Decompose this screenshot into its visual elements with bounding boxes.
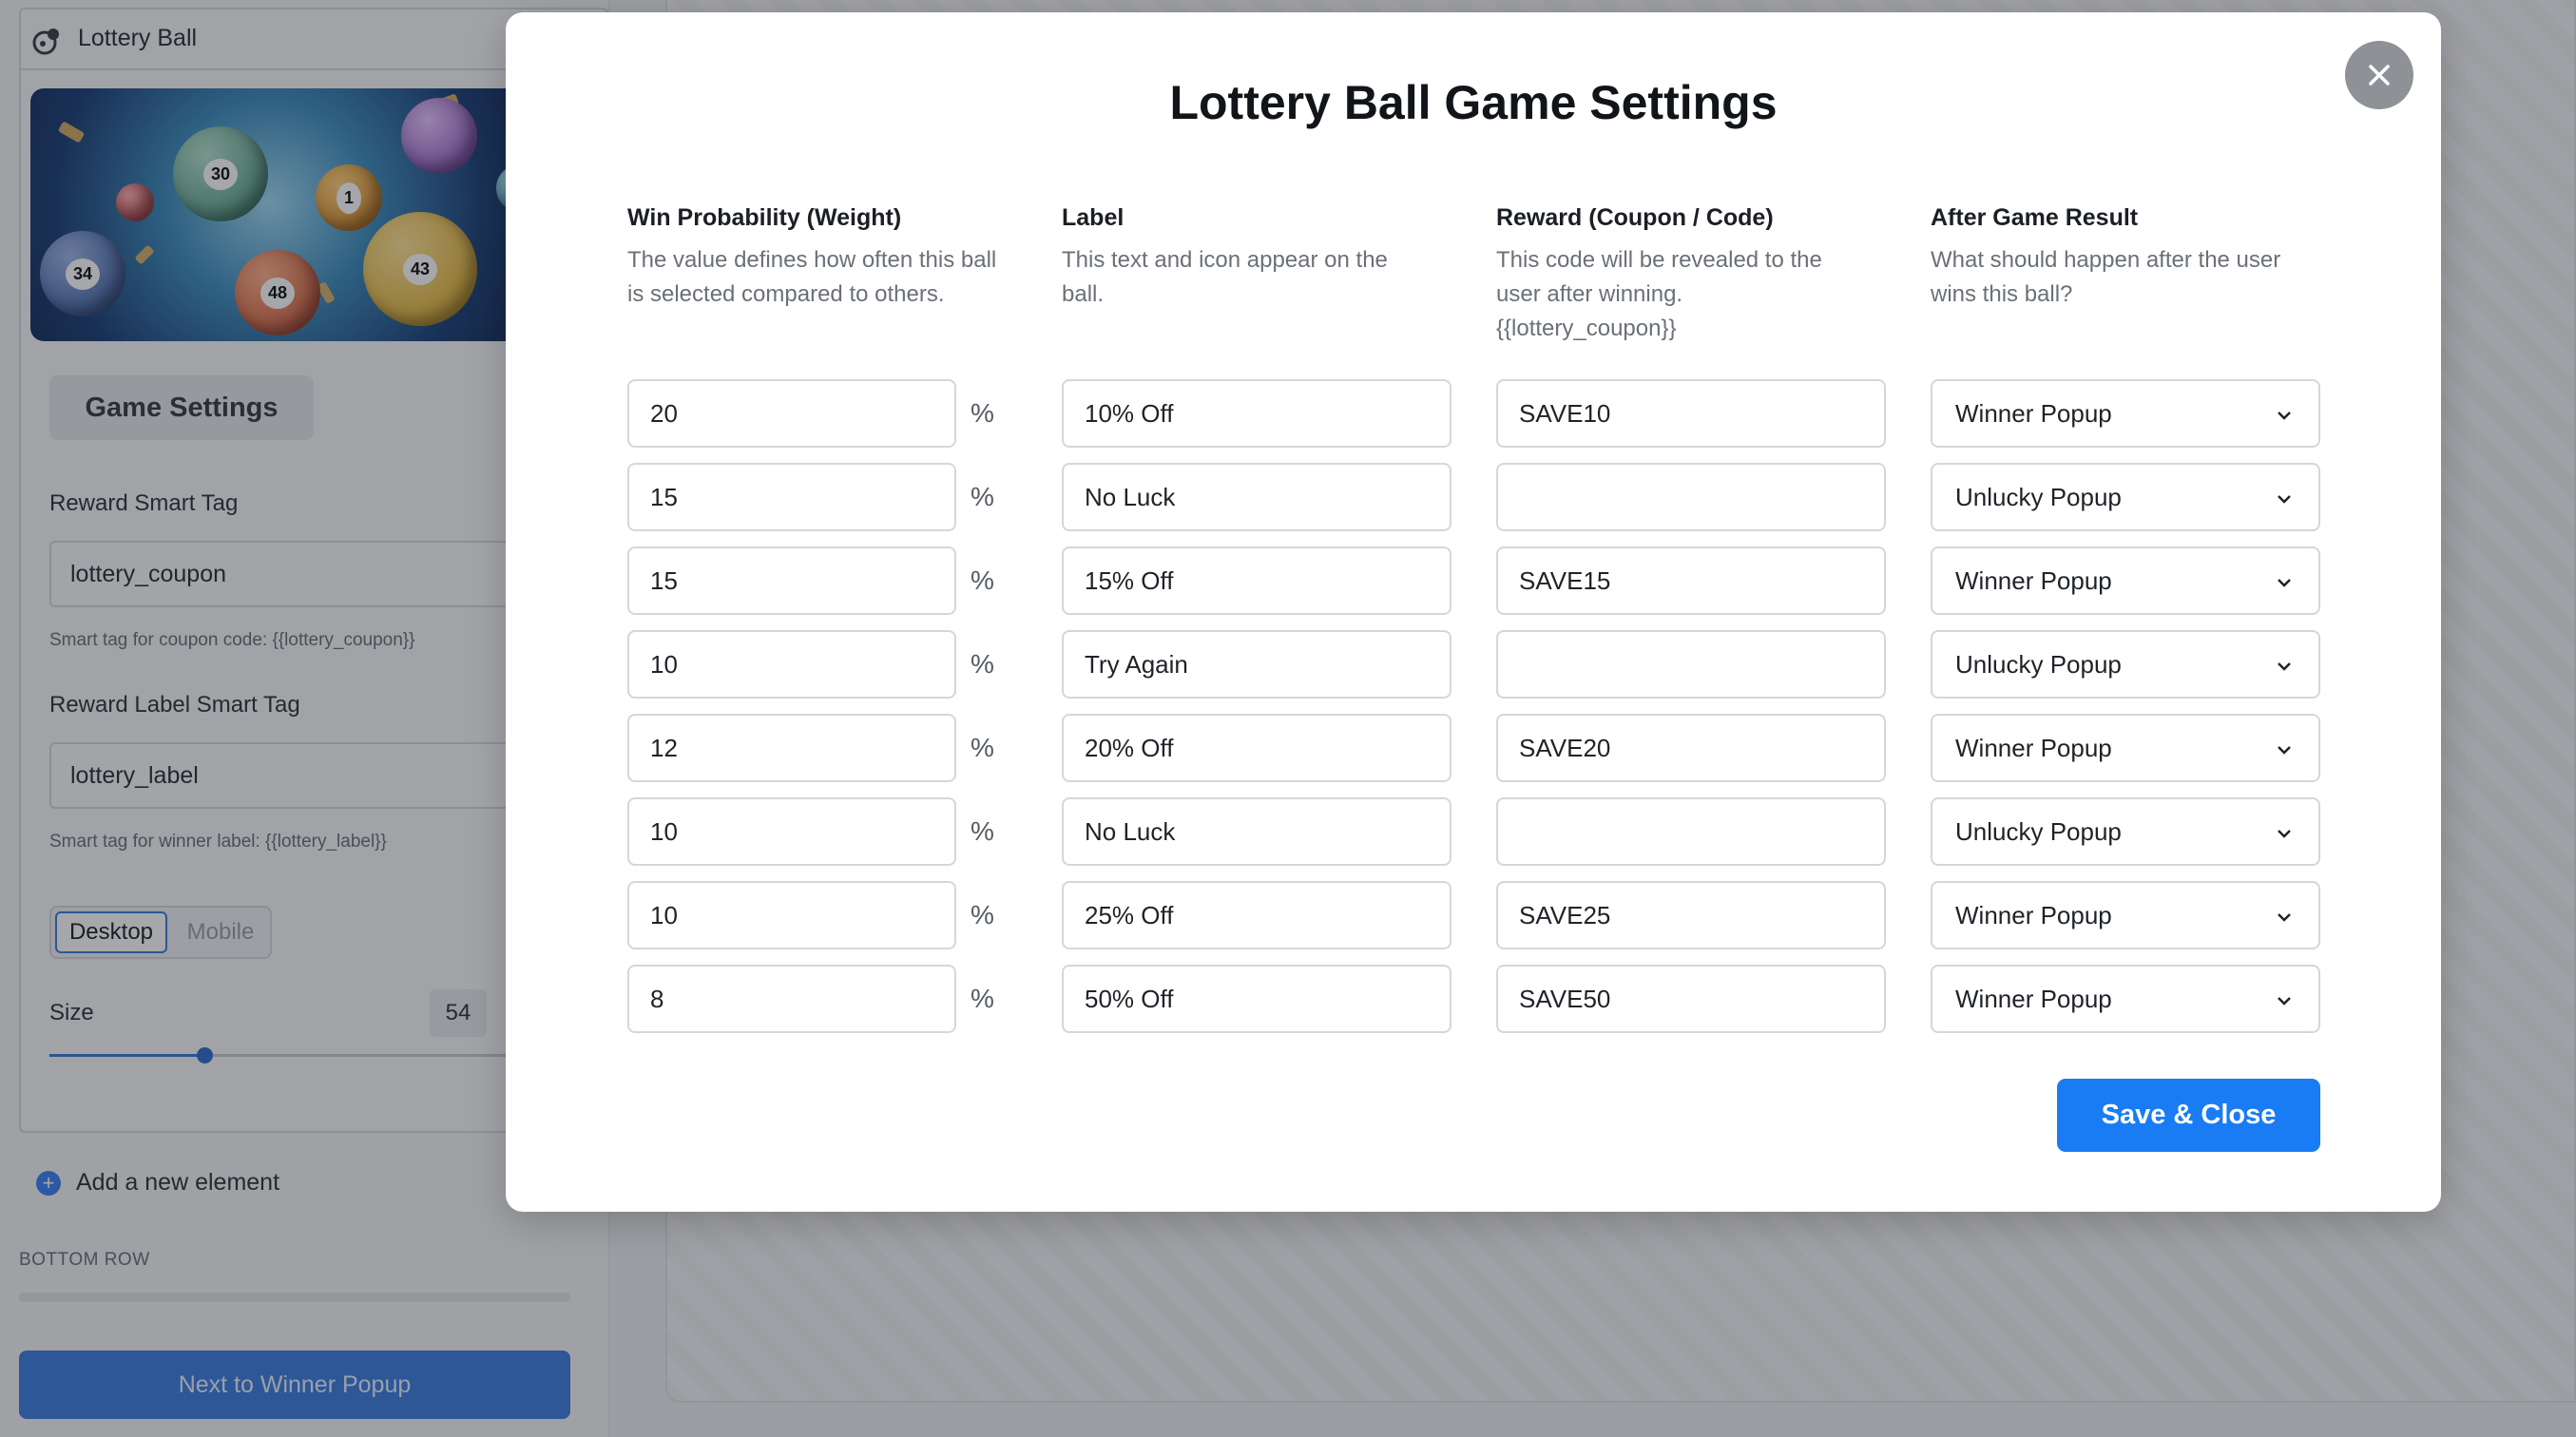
ball-number: 43 xyxy=(403,254,437,285)
reward-input[interactable]: SAVE20 xyxy=(1496,714,1886,782)
column-desc-after-game: What should happen after the user wins this ball? xyxy=(1931,247,2281,307)
game-settings-modal xyxy=(506,12,2441,1212)
percent-symbol: % xyxy=(971,398,994,428)
after-game-value: Unlucky Popup xyxy=(1955,816,2122,846)
label-input[interactable]: Try Again xyxy=(1062,630,1451,699)
chevron-down-icon xyxy=(2275,406,2294,425)
weight-input[interactable]: 15 xyxy=(627,546,956,615)
bottom-row-label: BOTTOM ROW xyxy=(19,1250,150,1270)
next-to-winner-popup-button[interactable]: Next to Winner Popup xyxy=(19,1351,570,1419)
percent-symbol: % xyxy=(971,482,994,511)
chevron-down-icon xyxy=(2275,657,2294,676)
reward-smart-tag-input[interactable]: lottery_coupon xyxy=(49,541,610,607)
reward-label-smart-tag-help: Smart tag for winner label: {{lottery_label}} xyxy=(49,832,387,852)
ball-row xyxy=(506,379,2441,448)
column-desc-label: This text and icon appear on the ball. xyxy=(1062,247,1388,307)
weight-input[interactable]: 10 xyxy=(627,630,956,699)
label-input[interactable]: 50% Off xyxy=(1062,965,1451,1033)
column-desc-reward: This code will be revealed to the user after winning. {{lottery_coupon}} xyxy=(1496,247,1822,341)
column-head-reward: Reward (Coupon / Code) xyxy=(1496,204,1774,231)
after-game-select[interactable] xyxy=(1931,630,2320,699)
reward-input[interactable]: SAVE10 xyxy=(1496,379,1886,448)
size-label: Size xyxy=(49,1000,94,1025)
reward-input[interactable] xyxy=(1496,797,1886,866)
ball-row xyxy=(506,797,2441,866)
chevron-down-icon xyxy=(2275,991,2294,1010)
reward-input[interactable]: SAVE50 xyxy=(1496,965,1886,1033)
save-and-close-button[interactable]: Save & Close xyxy=(2057,1079,2320,1152)
column-desc-weight: The value defines how often this ball is selected compared to others. xyxy=(627,247,997,307)
ball-row xyxy=(506,630,2441,699)
percent-symbol: % xyxy=(971,984,994,1013)
percent-symbol: % xyxy=(971,900,994,929)
after-game-value: Unlucky Popup xyxy=(1955,482,2122,511)
column-head-weight: Win Probability (Weight) xyxy=(627,204,902,231)
ball-row xyxy=(506,463,2441,531)
after-game-value: Winner Popup xyxy=(1955,398,2112,428)
after-game-select[interactable] xyxy=(1931,965,2320,1033)
weight-input[interactable]: 15 xyxy=(627,463,956,531)
percent-symbol: % xyxy=(971,733,994,762)
label-input[interactable]: No Luck xyxy=(1062,797,1451,866)
after-game-value: Winner Popup xyxy=(1955,733,2112,762)
reward-label-smart-tag-label: Reward Label Smart Tag xyxy=(49,692,300,718)
ball-number: 48 xyxy=(260,278,295,309)
chevron-down-icon xyxy=(2275,824,2294,843)
label-input[interactable]: 25% Off xyxy=(1062,881,1451,949)
weight-input[interactable]: 10 xyxy=(627,881,956,949)
after-game-value: Winner Popup xyxy=(1955,984,2112,1013)
reward-label-smart-tag-input[interactable]: lottery_label xyxy=(49,742,610,809)
percent-symbol: % xyxy=(971,649,994,679)
after-game-select[interactable] xyxy=(1931,881,2320,949)
add-element-label: Add a new element xyxy=(76,1169,280,1196)
desktop-toggle-button[interactable]: Desktop xyxy=(55,911,167,953)
game-settings-button[interactable]: Game Settings xyxy=(49,375,314,440)
ball-number: 34 xyxy=(66,259,100,290)
ball-row xyxy=(506,965,2441,1033)
after-game-value: Winner Popup xyxy=(1955,900,2112,929)
chevron-down-icon xyxy=(2275,740,2294,759)
after-game-select[interactable] xyxy=(1931,379,2320,448)
column-head-label: Label xyxy=(1062,204,1125,231)
reward-input[interactable]: SAVE15 xyxy=(1496,546,1886,615)
ball-row xyxy=(506,881,2441,949)
size-value[interactable]: 54 xyxy=(430,989,487,1037)
column-head-after-game: After Game Result xyxy=(1931,204,2139,231)
weight-input[interactable]: 8 xyxy=(627,965,956,1033)
after-game-select[interactable] xyxy=(1931,797,2320,866)
mobile-toggle-button[interactable]: Mobile xyxy=(186,919,255,945)
weight-input[interactable]: 10 xyxy=(627,797,956,866)
reward-input[interactable] xyxy=(1496,463,1886,531)
reward-smart-tag-label: Reward Smart Tag xyxy=(49,490,239,516)
after-game-select[interactable] xyxy=(1931,546,2320,615)
plus-icon: + xyxy=(36,1171,61,1196)
chevron-down-icon xyxy=(2275,573,2294,592)
label-input[interactable]: 10% Off xyxy=(1062,379,1451,448)
reward-smart-tag-help: Smart tag for coupon code: {{lottery_coupon}} xyxy=(49,630,415,650)
after-game-select[interactable] xyxy=(1931,714,2320,782)
chevron-down-icon xyxy=(2275,908,2294,927)
percent-symbol: % xyxy=(971,816,994,846)
modal-title: Lottery Ball Game Settings xyxy=(1169,76,1778,129)
reward-input[interactable]: SAVE25 xyxy=(1496,881,1886,949)
percent-symbol: % xyxy=(971,565,994,595)
after-game-value: Winner Popup xyxy=(1955,565,2112,595)
label-input[interactable]: 15% Off xyxy=(1062,546,1451,615)
weight-input[interactable]: 12 xyxy=(627,714,956,782)
ball-number: 1 xyxy=(336,182,361,214)
ball-row xyxy=(506,546,2441,615)
weight-input[interactable]: 20 xyxy=(627,379,956,448)
label-input[interactable]: 20% Off xyxy=(1062,714,1451,782)
ball-row xyxy=(506,714,2441,782)
after-game-select[interactable] xyxy=(1931,463,2320,531)
after-game-value: Unlucky Popup xyxy=(1955,649,2122,679)
element-title: Lottery Ball xyxy=(78,25,198,51)
chevron-down-icon xyxy=(2275,489,2294,508)
reward-input[interactable] xyxy=(1496,630,1886,699)
label-input[interactable]: No Luck xyxy=(1062,463,1451,531)
ball-number: 30 xyxy=(203,159,238,190)
